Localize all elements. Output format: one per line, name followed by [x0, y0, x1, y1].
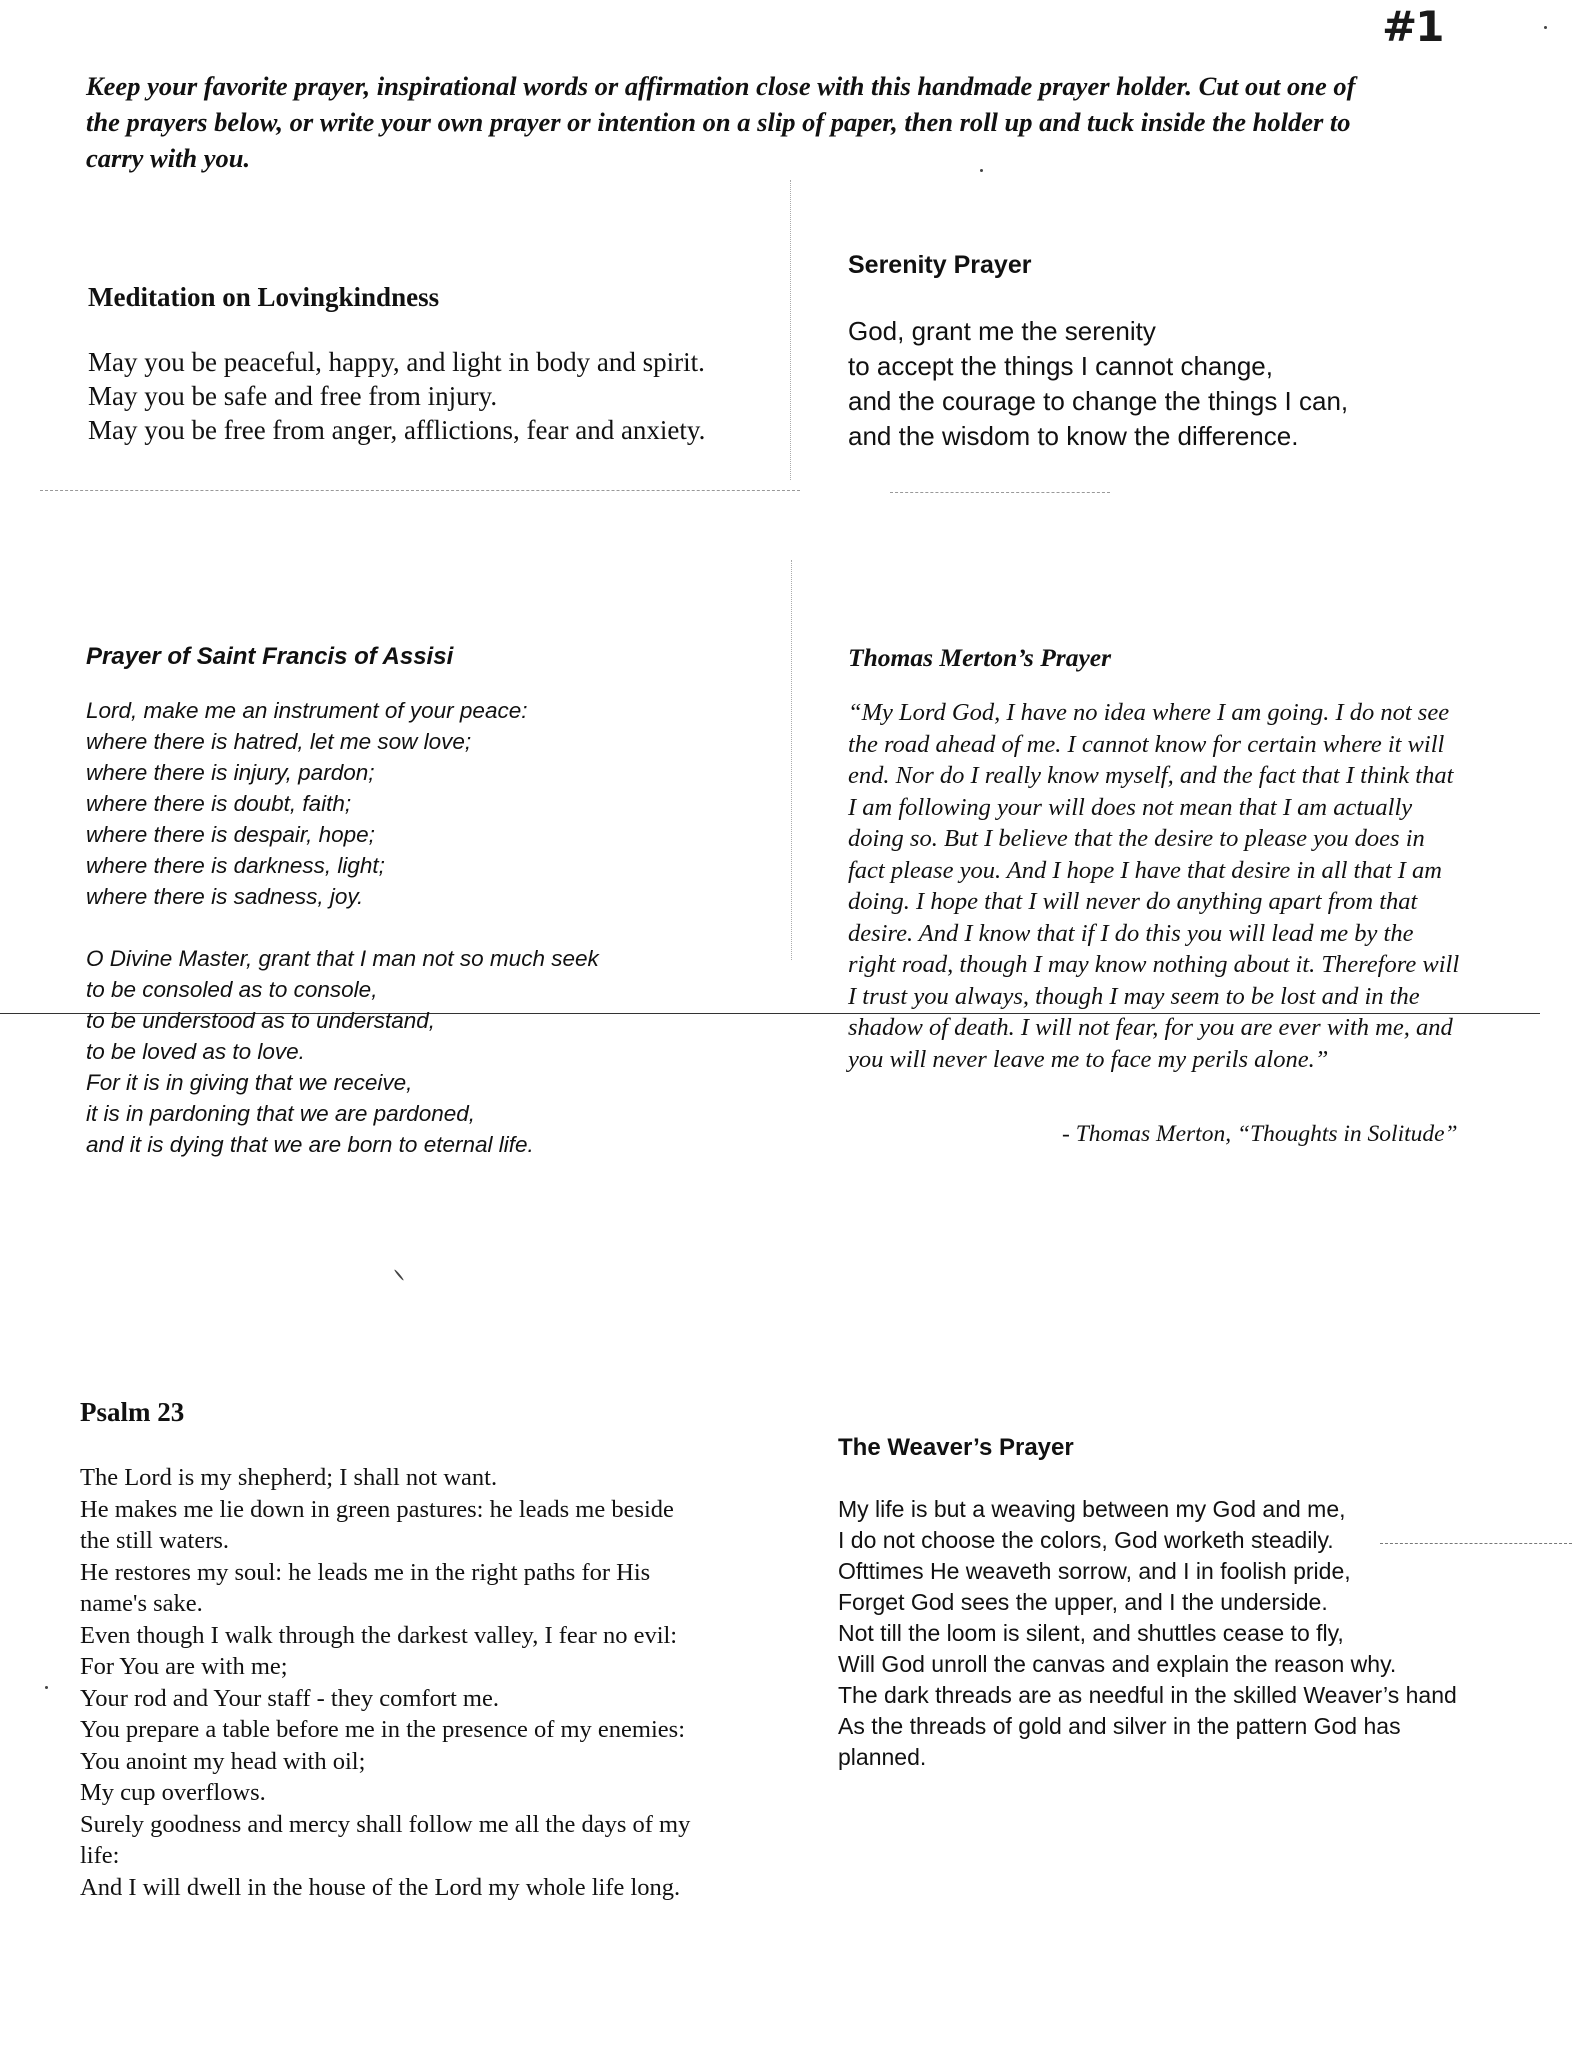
prayer-line: For it is in giving that we receive,	[86, 1070, 413, 1095]
prayer-line: you will never leave me to face my perils alone.”	[848, 1045, 1329, 1073]
intro-line: Keep your favorite prayer, inspirational words or affirmation close with this handmade prayer holder. Cut out one of	[86, 71, 1356, 101]
prayer-line: doing so. But I believe that the desire to please you does in	[848, 825, 1425, 852]
prayer-text	[86, 695, 599, 1160]
prayer-line: As the threads of gold and silver in the pattern God has	[838, 1713, 1401, 1739]
prayer-line: You anoint my head with oil;	[80, 1747, 366, 1775]
prayer-line: to be loved as to love.	[86, 1039, 305, 1064]
fold-mark	[791, 560, 792, 960]
prayer-line: life:	[80, 1842, 120, 1869]
prayer-text	[88, 345, 705, 447]
prayer-line: For You are with me;	[80, 1653, 288, 1680]
prayer-serenity	[848, 251, 1348, 454]
prayer-line: My life is but a weaving between my God and me,	[838, 1496, 1346, 1522]
prayer-line: the road ahead of me. I cannot know for certain where it will	[848, 730, 1445, 758]
prayer-line: desire. And I know that if I do this you will lead me by the	[848, 919, 1414, 947]
prayer-lovingkindness	[88, 282, 705, 447]
cut-line	[890, 492, 1110, 493]
prayer-line: Ofttimes He weaveth sorrow, and I in foolish pride,	[838, 1558, 1351, 1584]
prayer-line: where there is sadness, joy.	[86, 884, 364, 909]
prayer-line: where there is doubt, faith;	[86, 791, 352, 816]
prayer-text	[838, 1494, 1457, 1773]
prayer-line: He restores my soul: he leads me in the right paths for His	[80, 1558, 651, 1586]
scan-speck	[394, 1269, 405, 1281]
prayer-line: May you be free from anger, afflictions, fear and anxiety.	[88, 415, 706, 445]
prayer-line: and it is dying that we are born to eternal life.	[86, 1132, 534, 1157]
prayer-line: Even though I walk through the darkest valley, I fear no evil:	[80, 1621, 678, 1649]
scan-speck	[980, 169, 983, 172]
prayer-line: The Lord is my shepherd; I shall not want.	[80, 1464, 498, 1491]
prayer-line: Lord, make me an instrument of your peace:	[86, 698, 528, 723]
prayer-line: Surely goodness and mercy shall follow me all the days of my	[80, 1810, 691, 1838]
prayer-line: Will God unroll the canvas and explain the reason why.	[838, 1651, 1397, 1677]
page-number: #1	[1382, 2, 1443, 51]
prayer-line: where there is hatred, let me sow love;	[86, 729, 472, 754]
prayer-line: He makes me lie down in green pastures: he leads me beside	[80, 1495, 674, 1523]
prayer-title: The Weaver’s Prayer	[838, 1434, 1074, 1461]
intro-line: carry with you.	[86, 143, 251, 173]
prayer-line: The dark threads are as needful in the skilled Weaver’s hand	[838, 1682, 1457, 1708]
scan-speck	[1544, 26, 1547, 29]
prayer-line: My cup overflows.	[80, 1779, 266, 1806]
prayer-line: “My Lord God, I have no idea where I am going. I do not see	[848, 699, 1450, 726]
prayer-text	[848, 697, 1459, 1075]
fold-mark	[790, 180, 791, 480]
prayer-line: I am following your will does not mean that I am actually	[848, 793, 1413, 821]
prayer-weaver	[838, 1434, 1457, 1773]
prayer-psalm-23	[80, 1397, 690, 1903]
prayer-line: and the wisdom to know the difference.	[848, 421, 1299, 451]
prayer-line: And I will dwell in the house of the Lord my whole life long.	[80, 1873, 681, 1901]
prayer-line: May you be peaceful, happy, and light in body and spirit.	[88, 347, 705, 377]
prayer-thomas-merton	[848, 643, 1460, 1147]
prayer-title: Prayer of Saint Francis of Assisi	[86, 643, 454, 670]
prayer-line: end. Nor do I really know myself, and the fact that I think that	[848, 762, 1454, 789]
prayer-line: it is in pardoning that we are pardoned,	[86, 1101, 476, 1126]
prayer-line: shadow of death. I will not fear, for you are ever with me, and	[848, 1014, 1453, 1041]
stanza-gap	[86, 912, 599, 943]
prayer-line: I do not choose the colors, God worketh steadily.	[838, 1527, 1334, 1553]
prayer-line: to be understood as to understand,	[86, 1008, 436, 1033]
prayer-line: doing. I hope that I will never do anything apart from that	[848, 888, 1418, 915]
prayer-line: right road, though I may know nothing about it. Therefore will	[848, 951, 1460, 978]
prayer-line: to be consoled as to console,	[86, 977, 378, 1002]
prayer-line: where there is despair, hope;	[86, 822, 375, 847]
prayer-saint-francis	[86, 643, 599, 1160]
prayer-line: fact please you. And I hope I have that desire in all that I am	[848, 856, 1443, 884]
prayer-title: Thomas Merton’s Prayer	[848, 643, 1112, 672]
prayer-line: where there is injury, pardon;	[86, 760, 375, 785]
prayer-line: name's sake.	[80, 1590, 203, 1617]
prayer-line: the still waters.	[80, 1527, 230, 1554]
scan-speck	[45, 1686, 48, 1689]
prayer-text	[848, 314, 1348, 454]
prayer-line: May you be safe and free from injury.	[88, 381, 498, 411]
prayer-title: Psalm 23	[80, 1397, 185, 1427]
cut-line	[40, 490, 800, 491]
prayer-line: where there is darkness, light;	[86, 853, 385, 878]
prayer-line: Not till the loom is silent, and shuttles cease to fly,	[838, 1620, 1344, 1646]
prayer-text	[80, 1462, 690, 1903]
prayer-line: Forget God sees the upper, and I the underside.	[838, 1589, 1328, 1615]
prayer-line: God, grant me the serenity	[848, 316, 1156, 346]
prayer-line: and the courage to change the things I can,	[848, 386, 1349, 416]
prayer-line: Your rod and Your staff - they comfort me.	[80, 1684, 499, 1712]
attribution: - Thomas Merton, “Thoughts in Solitude”	[1062, 1121, 1458, 1147]
intro-paragraph	[86, 68, 1516, 176]
prayer-line: to accept the things I cannot change,	[848, 351, 1273, 381]
prayer-title: Serenity Prayer	[848, 251, 1032, 279]
prayer-line: You prepare a table before me in the presence of my enemies:	[80, 1716, 686, 1743]
prayer-line: I trust you always, though I may seem to be lost and in the	[848, 982, 1420, 1010]
prayer-line: planned.	[838, 1744, 927, 1770]
prayer-line: O Divine Master, grant that I man not so much seek	[86, 946, 599, 971]
intro-line: the prayers below, or write your own prayer or intention on a slip of paper, then roll up and tuck inside the holder to	[86, 107, 1351, 137]
prayer-title: Meditation on Lovingkindness	[88, 282, 440, 312]
